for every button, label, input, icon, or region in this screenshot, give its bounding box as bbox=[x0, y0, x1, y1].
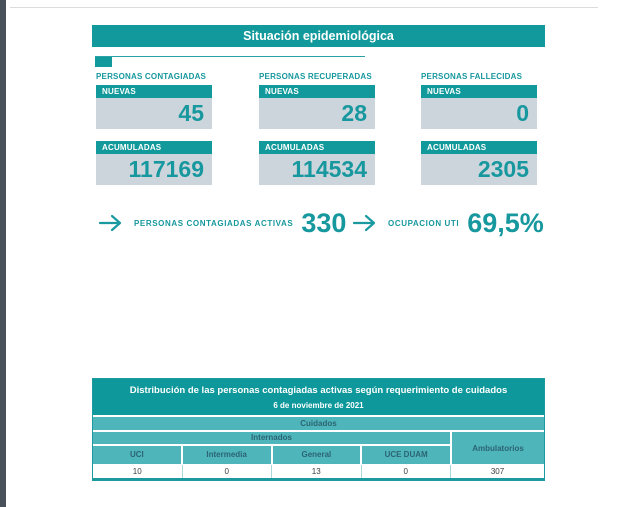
column-header-uci: UCI bbox=[93, 446, 181, 464]
indicator-label: OCUPACION UTI bbox=[388, 218, 460, 228]
column-headers-row bbox=[93, 446, 450, 464]
value-ambulatorios: 307 bbox=[450, 465, 544, 478]
indicator-uti bbox=[352, 205, 544, 241]
nuevas-band: NUEVAS bbox=[421, 85, 537, 98]
value-general: 13 bbox=[271, 465, 361, 478]
value-uci: 10 bbox=[132, 467, 142, 476]
nuevas-band: NUEVAS bbox=[259, 85, 375, 98]
acumuladas-band: ACUMULADAS bbox=[96, 141, 212, 154]
column-header-ambulatorios: Ambulatorios bbox=[452, 432, 544, 464]
kpi-heading: PERSONAS RECUPERADAS bbox=[259, 72, 372, 81]
table-subheaders bbox=[93, 432, 544, 464]
header-underline bbox=[95, 56, 365, 57]
acumuladas-value: 117169 bbox=[96, 154, 212, 185]
indicator-value: 330 bbox=[301, 207, 347, 238]
nuevas-value: 0 bbox=[421, 98, 537, 129]
cuidados-band: Cuidados bbox=[93, 417, 544, 430]
care-distribution-table bbox=[92, 378, 545, 481]
table-title: Distribución de las personas contagiadas activas según requerimiento de cuidados bbox=[129, 385, 508, 396]
indicator-activas bbox=[98, 205, 346, 241]
value-uce-duam: 0 bbox=[361, 465, 451, 478]
column-header-intermedia: Intermedia bbox=[183, 446, 271, 464]
right-arrow-icon bbox=[352, 213, 378, 233]
kpi-column-fallecidas bbox=[421, 72, 537, 185]
nuevas-value: 28 bbox=[259, 98, 375, 129]
right-arrow-icon bbox=[98, 213, 124, 233]
indicator-label: PERSONAS CONTAGIADAS ACTIVAS bbox=[134, 218, 294, 228]
table-header bbox=[93, 379, 544, 415]
header-underline-marker bbox=[95, 57, 112, 67]
table-date: 6 de noviembre de 2021 bbox=[273, 401, 364, 410]
window-edge bbox=[0, 0, 6, 507]
report-title-bar bbox=[92, 25, 545, 47]
kpi-column-contagiadas bbox=[96, 72, 212, 185]
column-header-general: General bbox=[273, 446, 361, 464]
kpi-heading: PERSONAS FALLECIDAS bbox=[421, 72, 523, 81]
acumuladas-band: ACUMULADAS bbox=[421, 141, 537, 154]
indicator-value: 69,5% bbox=[467, 207, 544, 238]
acumuladas-value: 114534 bbox=[259, 154, 375, 185]
page-title: Situación epidemiológica bbox=[243, 29, 394, 43]
column-header-uce-duam: UCE DUAM bbox=[362, 446, 450, 464]
nuevas-band: NUEVAS bbox=[96, 85, 212, 98]
acumuladas-value: 2305 bbox=[421, 154, 537, 185]
acumuladas-band: ACUMULADAS bbox=[259, 141, 375, 154]
internados-band: Internados bbox=[93, 432, 450, 444]
page-top-border bbox=[10, 7, 598, 8]
kpi-heading: PERSONAS CONTAGIADAS bbox=[96, 72, 207, 81]
table-data-row bbox=[93, 464, 544, 478]
kpi-column-recuperadas bbox=[259, 72, 375, 185]
table-bottom-border bbox=[93, 478, 544, 480]
nuevas-value: 45 bbox=[96, 98, 212, 129]
value-intermedia: 0 bbox=[182, 465, 272, 478]
